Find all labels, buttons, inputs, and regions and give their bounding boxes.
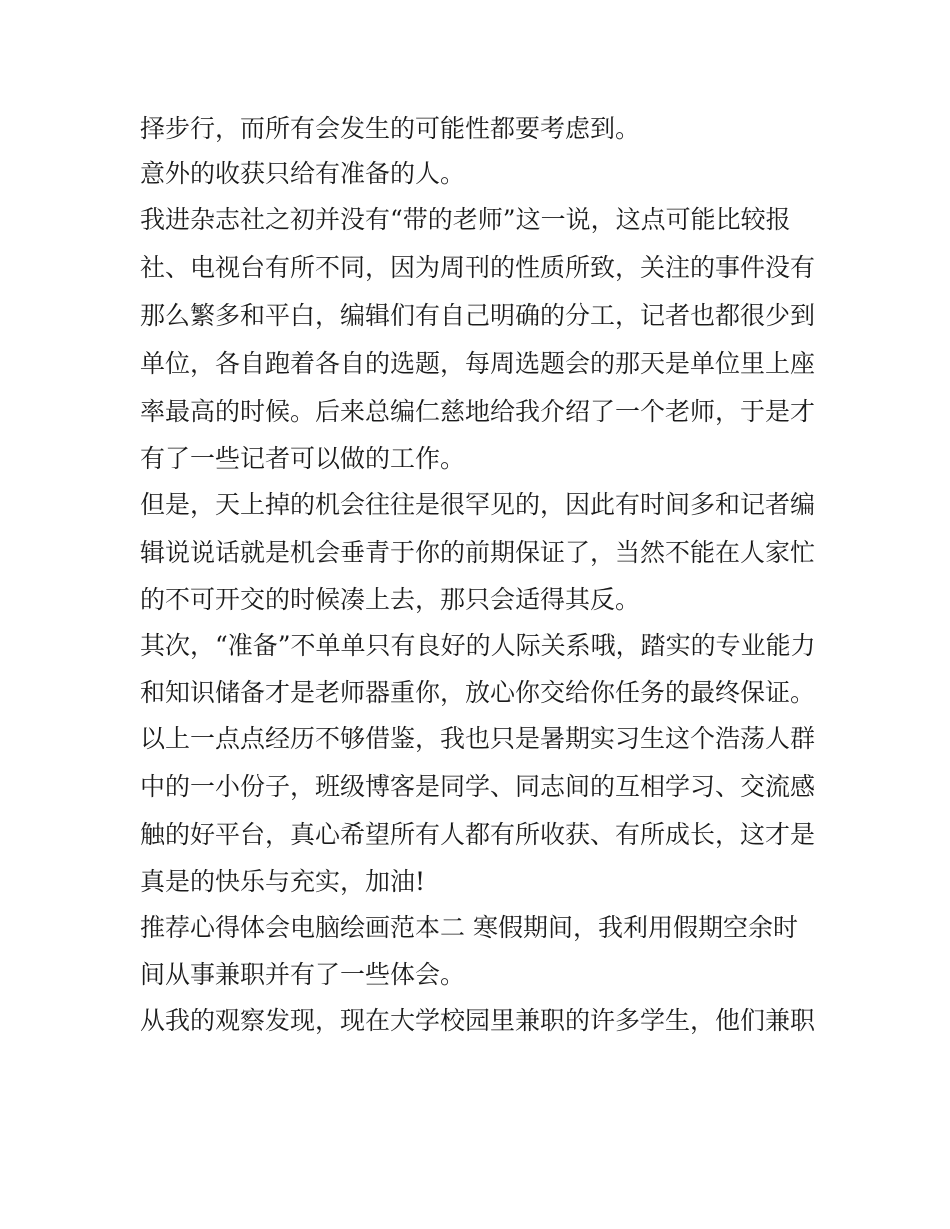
text-line: 我进杂志社之初并没有“带的老师”这一说，这点可能比较报 — [140, 205, 791, 234]
text-line: 那么繁多和平白，编辑们有自己明确的分工，记者也都很少到 — [140, 301, 816, 330]
text-line: 和知识储备才是老师器重你，放心你交给你任务的最终保证。 — [140, 678, 816, 707]
text-line: 的不可开交的时候凑上去，那只会适得其反。 — [140, 585, 641, 614]
text-line: 真是的快乐与充实，加油! — [140, 867, 426, 896]
text-line: 中的一小份子，班级博客是同学、同志间的互相学习、交流感 — [140, 772, 816, 801]
text-line: 触的好平台，真心希望所有人都有所收获、有所成长，这才是 — [140, 820, 816, 849]
text-line: 从我的观察发现，现在大学校园里兼职的许多学生，他们兼职 — [140, 1006, 816, 1035]
text-line: 意外的收获只给有准备的人。 — [140, 159, 466, 188]
text-line: 以上一点点经历不够借鉴，我也只是暑期实习生这个浩荡人群 — [140, 724, 816, 753]
text-line: 但是，天上掉的机会往往是很罕见的，因此有时间多和记者编 — [140, 490, 816, 519]
text-line: 间从事兼职并有了一些体会。 — [140, 960, 466, 989]
text-line: 社、电视台有所不同，因为周刊的性质所致，关注的事件没有 — [140, 253, 816, 282]
text-line: 率最高的时候。后来总编仁慈地给我介绍了一个老师，于是才 — [140, 397, 816, 426]
text-line: 推荐心得体会电脑绘画范本二 寒假期间，我利用假期空余时 — [140, 913, 798, 942]
text-line: 单位，各自跑着各自的选题，每周选题会的那天是单位里上座 — [140, 349, 816, 378]
text-line: 其次，“准备”不单单只有良好的人际关系哦，踏实的专业能力 — [140, 631, 816, 660]
text-line: 有了一些记者可以做的工作。 — [140, 444, 466, 473]
body-text — [140, 106, 820, 1045]
text-line: 辑说说话就是机会垂青于你的前期保证了，当然不能在人家忙 — [140, 538, 816, 567]
text-line: 择步行，而所有会发生的可能性都要考虑到。 — [140, 114, 641, 143]
